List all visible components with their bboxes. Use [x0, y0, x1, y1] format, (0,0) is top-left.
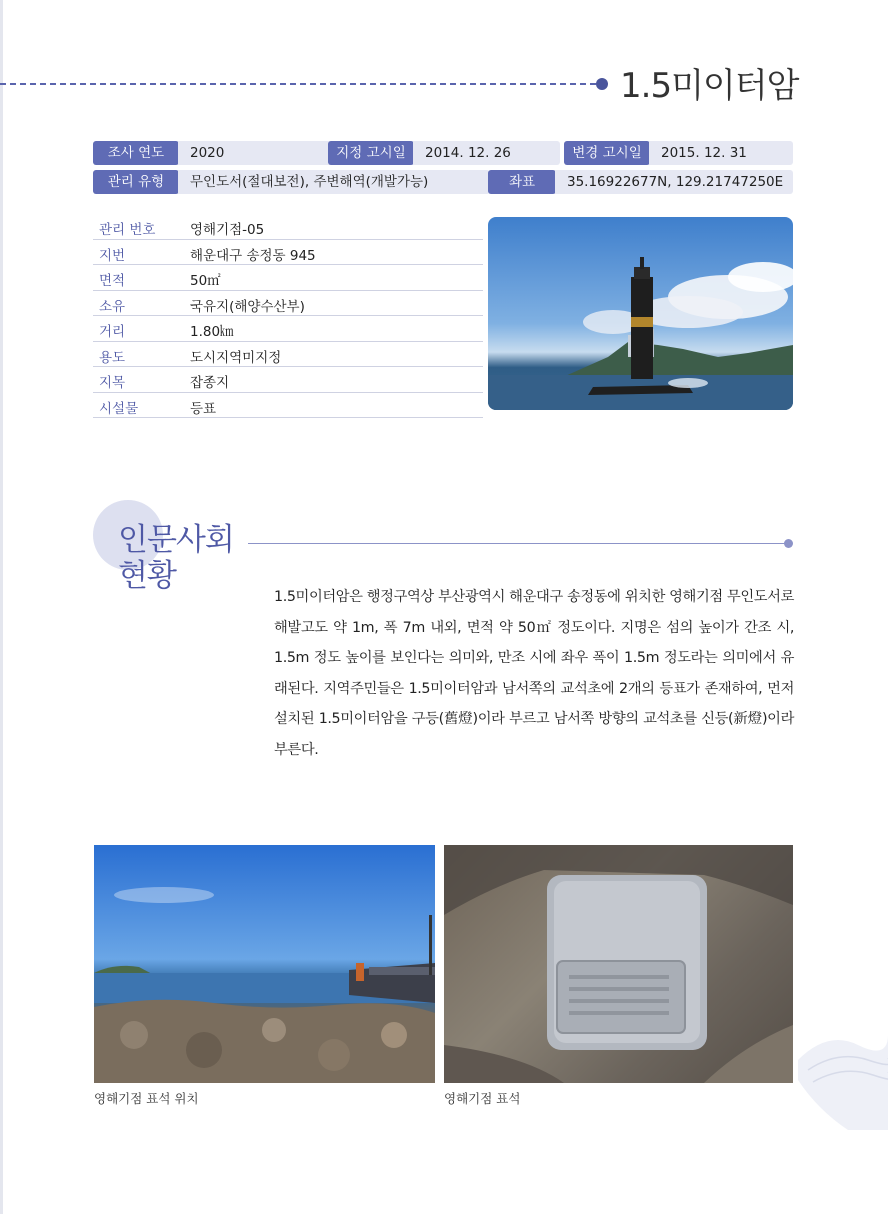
section-title-line2: 현황 [118, 558, 176, 594]
detail-row [93, 240, 483, 266]
detail-value: 잡종지 [190, 375, 230, 391]
photo2-caption: 영해기점 표석 [444, 1091, 521, 1106]
detail-value: 영해기점-05 [190, 222, 265, 238]
detail-label: 지목 [99, 375, 126, 391]
info-row-2 [93, 170, 793, 194]
detail-value: 1.80㎞ [190, 324, 234, 340]
marker-stone-photo [444, 845, 793, 1083]
detail-label: 시설물 [99, 400, 139, 417]
title-bullet-dot [596, 78, 608, 90]
detail-value: 해운대구 송정동 945 [190, 247, 316, 264]
survey-year-label: 조사 연도 [93, 141, 179, 165]
detail-row [93, 367, 483, 393]
section-title-line1: 인문사회 [118, 522, 234, 558]
detail-label: 거리 [99, 324, 126, 340]
page-edge [0, 0, 3, 1214]
change-date-value: 2015. 12. 31 [649, 141, 793, 165]
detail-label: 소유 [99, 298, 126, 315]
change-date-label: 변경 고시일 [564, 141, 650, 165]
detail-value: 50㎡ [190, 273, 221, 289]
section-divider-dot [784, 539, 793, 548]
detail-row [93, 214, 483, 240]
detail-value: 국유지(해양수산부) [190, 298, 305, 315]
detail-row [93, 316, 483, 342]
detail-row [93, 265, 483, 291]
detail-row [93, 393, 483, 419]
detail-value: 등표 [190, 400, 217, 417]
section-divider [248, 543, 786, 544]
coord-label: 좌표 [488, 170, 556, 194]
detail-value: 도시지역미지정 [190, 349, 282, 366]
photo1-caption: 영해기점 표석 위치 [94, 1091, 199, 1106]
detail-table [93, 214, 483, 418]
section-body-text: 1.5미이터암은 행정구역상 부산광역시 해운대구 송정동에 위치한 영해기점 무인도서로 해발고도 약 1m, 폭 7m 내외, 면적 약 50㎡ 정도이다. 지명은 섬의 높이가 간조 시, 1.5m 정도 높이를 보인다는 의미와, 만조 시에 좌우 폭이 1.5m 정도라는 의미에서 유래된다. 지역주민들은 1.5미이터암과 남서쪽의 교석초에 2개의 등표가 존재하여, 먼저 설치된 1.5미이터암을 구등(舊燈)이라 부르고 남서쪽 방향의 교석초를 신등(新燈)이라 부른다. [274, 589, 794, 758]
coord-value: 35.16922677N, 129.21747250E [555, 170, 793, 194]
info-row-1 [93, 141, 793, 165]
detail-label: 용도 [99, 349, 126, 366]
detail-row [93, 291, 483, 317]
detail-label: 지번 [99, 247, 126, 264]
designation-date-value: 2014. 12. 26 [413, 141, 560, 165]
mgmt-type-label: 관리 유형 [93, 170, 179, 194]
title-divider [0, 83, 596, 85]
section-title [118, 522, 234, 594]
survey-year-value: 2020 [178, 141, 414, 165]
beacon-photo [488, 217, 793, 410]
mgmt-type-value: 무인도서(절대보전), 주변해역(개발가능) [178, 170, 490, 194]
detail-label: 관리 번호 [99, 222, 156, 238]
designation-date-label: 지정 고시일 [328, 141, 414, 165]
detail-label: 면적 [99, 273, 126, 289]
marker-location-photo [94, 845, 435, 1083]
page-title: 1.5미이터암 [620, 66, 799, 106]
decorative-wave-icon [788, 1020, 888, 1130]
detail-row [93, 342, 483, 368]
